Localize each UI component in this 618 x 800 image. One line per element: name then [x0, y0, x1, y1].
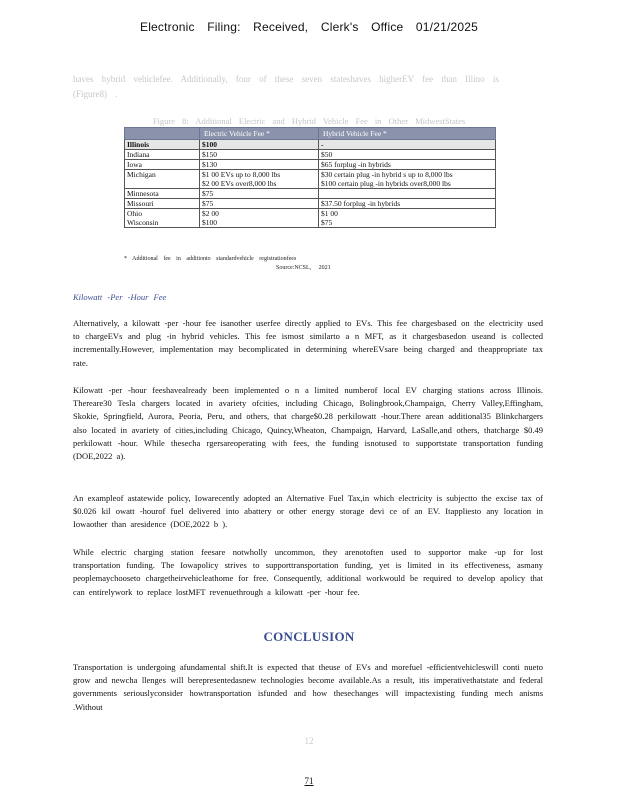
table-header-ev: Electric Vehicle Fee *: [200, 128, 319, 140]
cell-hybrid: -: [319, 140, 496, 150]
filing-header: Electronic Filing: Received, Clerk's Office 01/21/2025: [139, 20, 478, 34]
cell-state: Wisconsin: [125, 218, 200, 228]
cell-hybrid: $37.50 forplug -in hybrids: [319, 199, 496, 209]
cell-hybrid-line: $100 certain plug -in hybrids over8,000 lbs: [321, 179, 451, 188]
cell-ev: $2 00: [200, 209, 319, 219]
cell-ev: $150: [200, 150, 319, 160]
cell-state: Iowa: [125, 160, 200, 170]
table-row: [125, 140, 496, 150]
cell-ev: $75: [200, 189, 319, 199]
table-row: [125, 199, 496, 209]
cell-hybrid: $75: [319, 218, 496, 228]
cell-ev: [200, 170, 319, 189]
page-number: 12: [304, 736, 314, 746]
cell-ev: $100: [200, 218, 319, 228]
faded-text-line-2: (Figure8) .: [73, 89, 118, 99]
cell-ev-line: $2 00 EVs over8,000 lbs: [202, 179, 277, 188]
cell-state: Missouri: [125, 199, 200, 209]
cell-ev: $100: [200, 140, 319, 150]
section-subheading: Kilowatt -Per -Hour Fee: [73, 292, 167, 302]
cell-state: Illinois: [125, 140, 200, 150]
table-header-hybrid: Hybrid Vehicle Fee *: [319, 128, 496, 140]
cell-hybrid: [319, 170, 496, 189]
body-paragraph: Alternatively, a kilowatt -per -hour fee isanother userfee directly applied to EVs. This fee chargesbased on the electricity used to chargeEVs and plug -in hybrid vehicles. This fee ismost similarto a n MFT, as it chargesbasedon useand is collected incrementally.However, implementation may becomplicated in determining whereEVsare being charged and theappropriate tax rate.: [73, 318, 543, 368]
cell-ev: $75: [200, 199, 319, 209]
table-row: [125, 170, 496, 189]
cell-ev-line: $1 00 EVs up to 8,000 lbs: [202, 170, 281, 179]
table-caption: Figure 8: Additional Electric and Hybrid Vehicle Fee in Other MidwestStates: [152, 116, 466, 126]
body-paragraph: An exampleof astatewide policy, Iowarecently adopted an Alternative Fuel Tax,in which electricity is subjectto the excise tax of $0.026 kil owatt -hourof fuel delivered into abattery or other energy storage devi ce of an EV. Itappliesto any location in Iowaother than aresidence (DOE,2022 b ).: [73, 493, 543, 530]
cell-hybrid: $1 00: [319, 209, 496, 219]
table-row: [125, 160, 496, 170]
cell-hybrid: $65 forplug -in hybrids: [319, 160, 496, 170]
cell-state: Minnesota: [125, 189, 200, 199]
body-paragraph: Kilowatt -per -hour feeshavealready been implemented o n a limited numberof local EV charging stations across Illinois. Thereare30 Tesla chargers located in avariety ofcities, including Chicago, Bolingbrook,Champaign, Cherry Valley,Effingham, Skokie, Springfield, Aurora, Peoria, Peru, and others, that charge$0.28 perkilowatt -hour.There arean additional35 Blinkchargers also located in avariety of cities,including Chicago, Quincy,Wheaton, Champaign, Harvard, LaSalle,and others, thatcharge $0.49 perkilowatt -hour. While thesecha rgersareoperating with fees, the funding isnotused to supportstate transportation funding (DOE,2022 a).: [73, 385, 543, 462]
cell-hybrid-line: $30 certain plug -in hybrid s up to 8,000 lbs: [321, 170, 453, 179]
table-row: [125, 189, 496, 199]
table-source: Source:NCSL, 2021: [276, 265, 331, 271]
body-paragraph: While electric charging station feesare notwholly uncommon, they arenotoften used to supportor make -up for lost transportation funding. The Iowapolicy strives to supporttransportation funding, yet is limited in its effectiveness, asmany peoplemaychooseto chargetheirvehicleathome for free. Consequently, additional workwould be required to develop apolicy that can entirelywork to replace lostMFT revenuethrough a kilowatt -per -hour fee.: [73, 547, 543, 597]
bottom-page-number: 71: [304, 776, 314, 786]
table-header-state: [125, 128, 200, 140]
cell-hybrid: [319, 189, 496, 199]
cell-state: Ohio: [125, 209, 200, 219]
fee-table: [124, 127, 496, 228]
cell-state: Indiana: [125, 150, 200, 160]
conclusion-heading: CONCLUSION: [263, 629, 355, 644]
table-row: [125, 150, 496, 160]
faded-text-line-1: haves hybrid vehiclefee. Additionally, four of these seven stateshaves higherEV fee than Illino is: [73, 74, 499, 84]
cell-state: Michigan: [125, 170, 200, 189]
table-footnote: * Additional fee in additionto standardvehicle registrationfees: [124, 256, 297, 262]
table-row: [125, 218, 496, 228]
conclusion-paragraph: Transportation is undergoing afundamental shift.It is expected that theuse of EVs and morefuel -efficientvehicleswill conti nueto grow and newcha llenges will berepresentedasnew technologies become available.As a result, itis imperativethatstate and federal governments seriouslyconsider howtransportation isfunded and how thesechanges will impactexisting funding mech anisms .Without: [73, 662, 543, 712]
table-row: [125, 209, 496, 219]
cell-ev: $130: [200, 160, 319, 170]
cell-hybrid: $50: [319, 150, 496, 160]
